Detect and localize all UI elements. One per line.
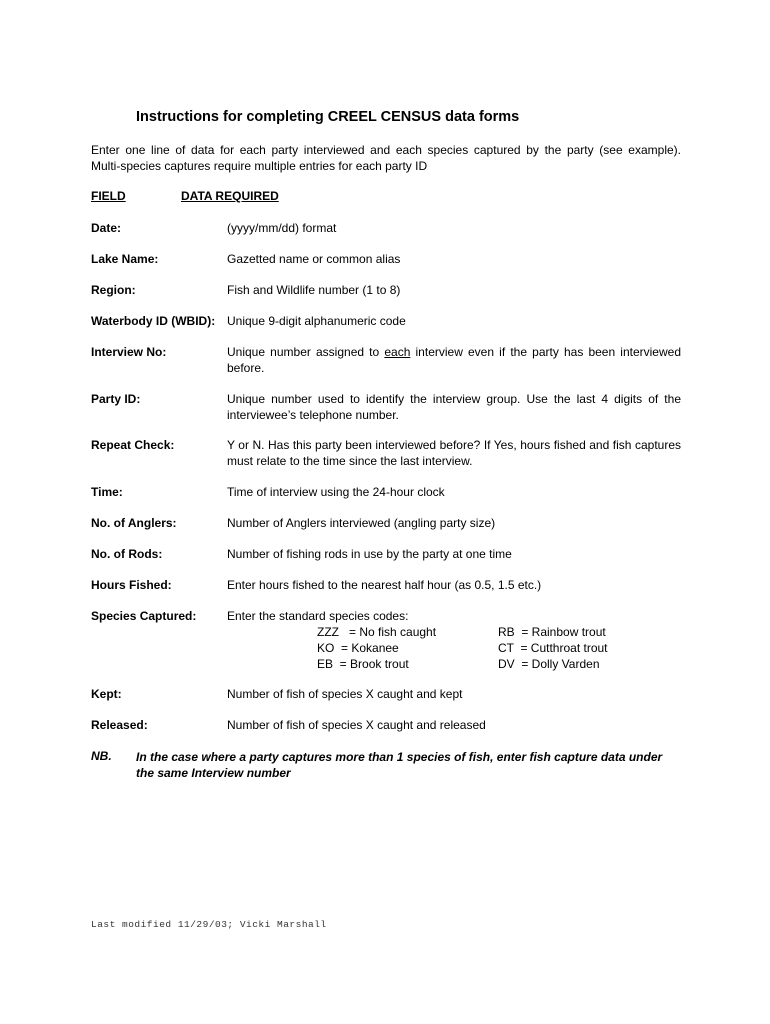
footer-last-modified: Last modified 11/29/03; Vicki Marshall [91,919,327,930]
field-value: Unique 9-digit alphanumeric code [227,314,406,328]
document-title: Instructions for completing CREEL CENSUS data forms [136,109,520,125]
field-value: Fish and Wildlife number (1 to 8) [227,283,401,297]
field-label: Time: [91,485,123,499]
field-value: Number of fish of species X caught and released [227,718,486,732]
field-value: (yyyy/mm/dd) format [227,221,337,235]
intro-paragraph [91,142,681,174]
field-label: Repeat Check: [91,438,175,452]
species-code: EB = Brook trout [317,657,409,671]
data-required-column-header: DATA REQUIRED [181,189,279,203]
field-label: Lake Name: [91,252,159,266]
field-value: Number of Anglers interviewed (angling party size) [227,516,496,530]
field-label: Date: [91,221,122,235]
nb-label: NB. [91,749,112,763]
field-value: Number of fish of species X caught and kept [227,687,463,701]
field-label: Released: [91,718,148,732]
species-codes-right [498,624,608,672]
field-value-post: interview even if the party has been interviewed before. [227,345,681,375]
field-value: Enter hours fished to the nearest half hour (as 0.5, 1.5 etc.) [227,578,542,592]
field-value-pre: Unique number assigned to [227,345,385,359]
field-label: Waterbody ID (WBID): [91,314,216,328]
field-column-header: FIELD [91,189,126,203]
field-label: Species Captured: [91,609,197,623]
field-value: Unique number used to identify the interview group. Use the last 4 digits of the interviewee’s telephone number. [227,392,681,422]
species-code: ZZZ = No fish caught [317,625,437,639]
species-code: CT = Cutthroat trout [498,641,608,655]
field-value-emphasis: each [384,345,411,359]
field-label: No. of Anglers: [91,516,177,530]
intro-line-2: Multi-species captures require multiple entries for each party ID [91,159,428,173]
species-code: DV = Dolly Varden [498,657,600,671]
field-label: Hours Fished: [91,578,172,592]
field-label: Party ID: [91,392,141,406]
intro-line-1: Enter one line of data for each party interviewed and each species captured by the party (see example). [91,143,681,157]
species-code: KO = Kokanee [317,641,399,655]
field-value [227,344,681,376]
species-code: RB = Rainbow trout [498,625,606,639]
field-label: No. of Rods: [91,547,163,561]
species-codes-left [317,624,436,672]
field-label: Region: [91,283,136,297]
field-value: Time of interview using the 24-hour clock [227,485,445,499]
field-label: Kept: [91,687,122,701]
field-label: Interview No: [91,345,167,359]
field-value: Number of fishing rods in use by the party at one time [227,547,512,561]
field-value: Enter the standard species codes: [227,609,409,623]
nb-note: In the case where a party captures more than 1 species of fish, enter fish capture data under the same Interview number [136,750,663,780]
field-value: Y or N. Has this party been interviewed before? If Yes, hours fished and fish captures must relate to the time since the last interview. [227,438,681,468]
field-value: Gazetted name or common alias [227,252,401,266]
